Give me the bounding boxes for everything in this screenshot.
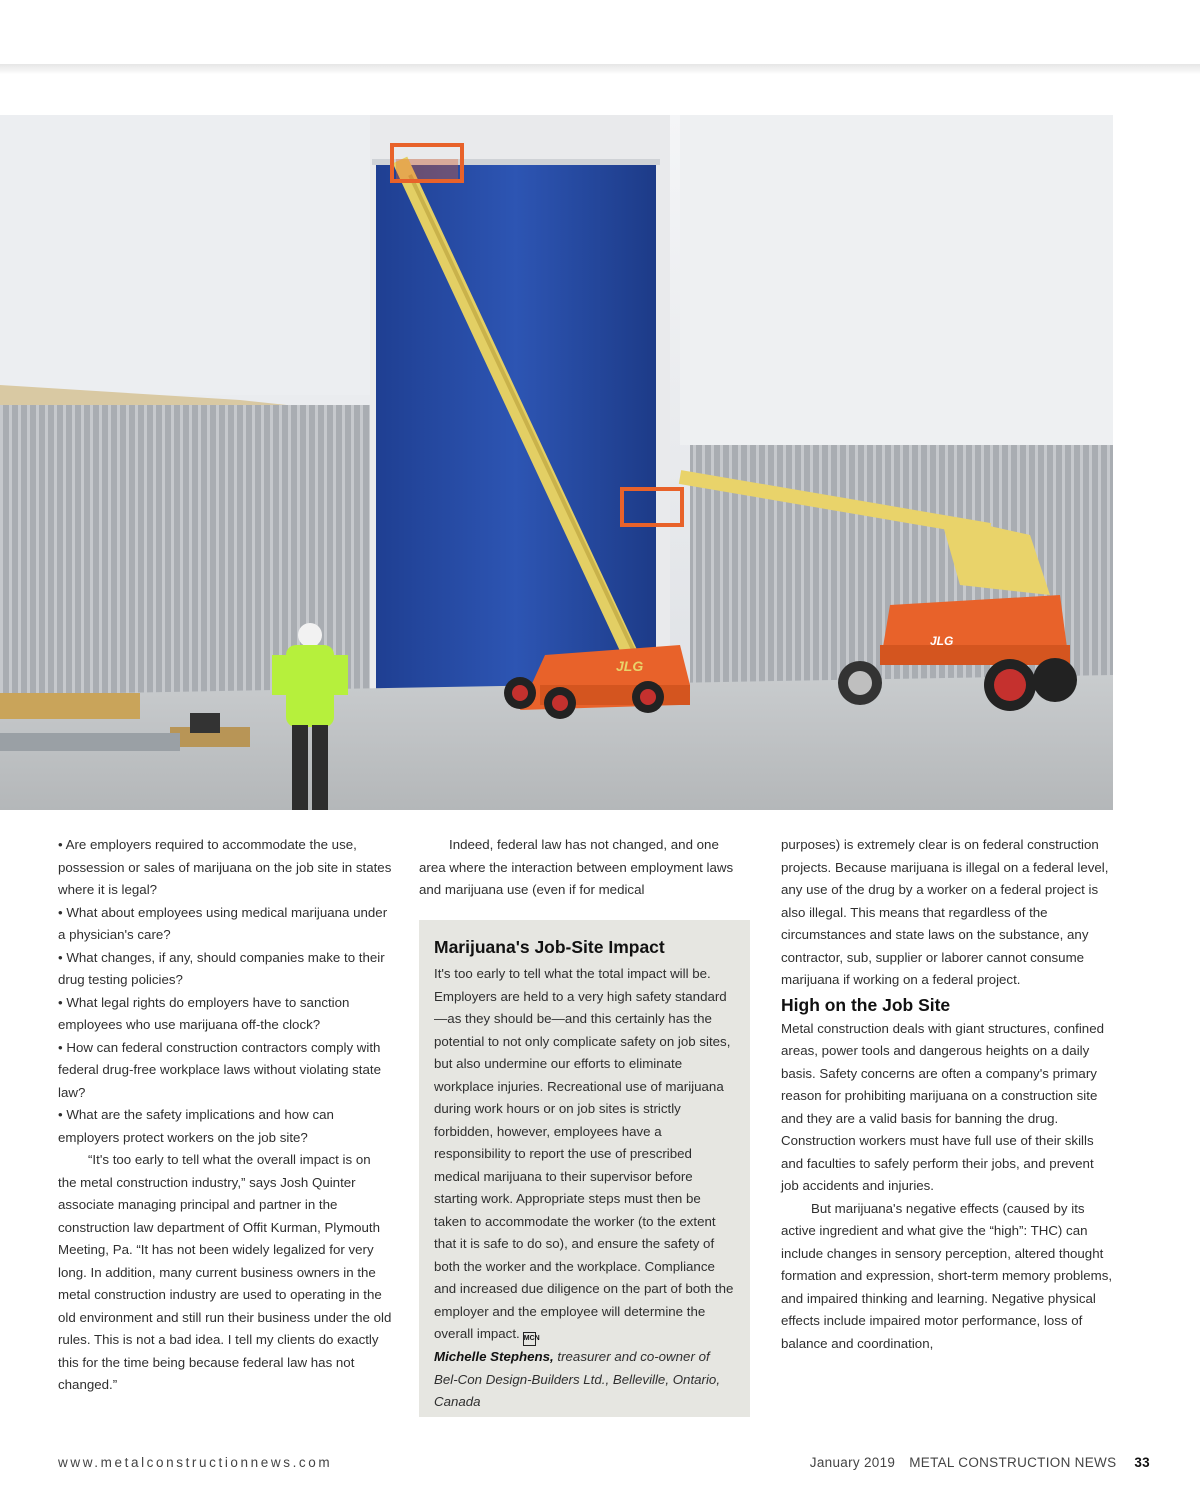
bullet-item: • What about employees using medical marijuana under a physician's care? — [58, 904, 388, 942]
boom-lift-scene — [0, 115, 1113, 810]
column-1 — [58, 834, 392, 1397]
section-subhead: High on the Job Site — [781, 994, 951, 1015]
bullet-item: • What legal rights do employers have to sanction employees who use marijuana off-the clock? — [58, 994, 350, 1032]
bullet-item: • How can federal construction contractors comply with federal drug-free workplace laws without violating state law? — [58, 1039, 381, 1100]
sidebar-box — [419, 920, 750, 1417]
article-photo — [0, 115, 1113, 810]
magazine-name: METAL CONSTRUCTION NEWS — [909, 1455, 1117, 1470]
body-paragraph: But marijuana's negative effects (caused by its active ingredient and what give the “high”: THC) can include changes in sensory perception, altered thought formation and expression, short-term memory problems, and impaired thinking and learning. Negative physical effects include impaired motor performance, loss of balance and coordination, — [781, 1200, 1113, 1351]
bullet-item: • What are the safety implications and how can employers protect workers on the job site? — [58, 1107, 334, 1145]
lift-brand-left: JLG — [616, 658, 644, 674]
page-number: 33 — [1134, 1455, 1150, 1470]
end-mark-icon: MCN — [523, 1332, 536, 1346]
bullet-item: • What changes, if any, should companies make to their drug testing policies? — [58, 949, 385, 987]
footer-info — [810, 1455, 1150, 1470]
issue-date: January 2019 — [809, 1455, 896, 1470]
body-paragraph: Metal construction deals with giant structures, confined areas, power tools and dangerous heights on a daily basis. Safety concerns are often a company's primary reason for prohibiting marijuana on a construction site and they are a valid basis for banning the drug. Construction workers must have full use of their skills and faculties to safely perform their jobs, and prevent job accidents and injuries. — [781, 1020, 1104, 1193]
footer-url[interactable]: www.metalconstructionnews.com — [58, 1455, 333, 1470]
column-3 — [781, 834, 1115, 1355]
sidebar-text: It's too early to tell what the total impact will be. Employers are held to a very high safety standard—as they should be—and this certainly has the potential to not only complicate safety on job sites, but also undermine our efforts to eliminate workplace injuries. Recreational use of marijuana during work hours or on job sites is strictly forbidden, however, employees have a responsibility to report the use of prescribed medical marijuana to their supervisor before starting work. Appropriate steps must then be taken to accommodate the worker (to the extent that it is safe to do so), and ensure the safety of both the worker and the workplace. Compliance and increased due diligence on the part of both the employer and the employee will determine the overall impact. — [434, 966, 734, 1341]
top-rule — [0, 64, 1200, 74]
continued-paragraph: purposes) is extremely clear is on federal construction projects. Because marijuana is illegal on a federal level, any use of the drug by a worker on a federal project is also illegal. This means that regardless of the circumstances and state laws on the substance, any contractor, sub, supplier or laborer cannot consume marijuana if working on a federal project. — [781, 837, 1109, 987]
column-2 — [419, 834, 744, 902]
sidebar-body — [434, 963, 736, 1346]
sidebar-byline — [434, 1346, 736, 1414]
lift-brand-right: JLG — [930, 634, 954, 648]
byline-title: treasurer and co-owner of Bel-Con Design-Builders Ltd., Belleville, Ontario, Canada — [434, 1349, 721, 1409]
intro-paragraph: Indeed, federal law has not changed, and one area where the interaction between employment laws and marijuana use (even if for medical — [419, 837, 734, 897]
sidebar-title: Marijuana's Job-Site Impact — [434, 937, 665, 957]
bullet-item: • Are employers required to accommodate the use, possession or sales of marijuana on the job site in states where it is legal? — [58, 837, 392, 897]
quote-paragraph: “It's too early to tell what the overall impact is on the metal construction industry,” says Josh Quinter associate managing principal and partner in the construction law department of Offit Kurman, Plymouth Meeting, Pa. “It has not been widely legalized for very long. In addition, many current business owners in the metal construction industry are used to operating in the old environment and still run their business under the old rules. This is not a bad idea. I tell my clients do exactly this for the time being because federal law has not changed.” — [58, 1152, 392, 1392]
byline-name: Michelle Stephens, — [434, 1349, 554, 1364]
